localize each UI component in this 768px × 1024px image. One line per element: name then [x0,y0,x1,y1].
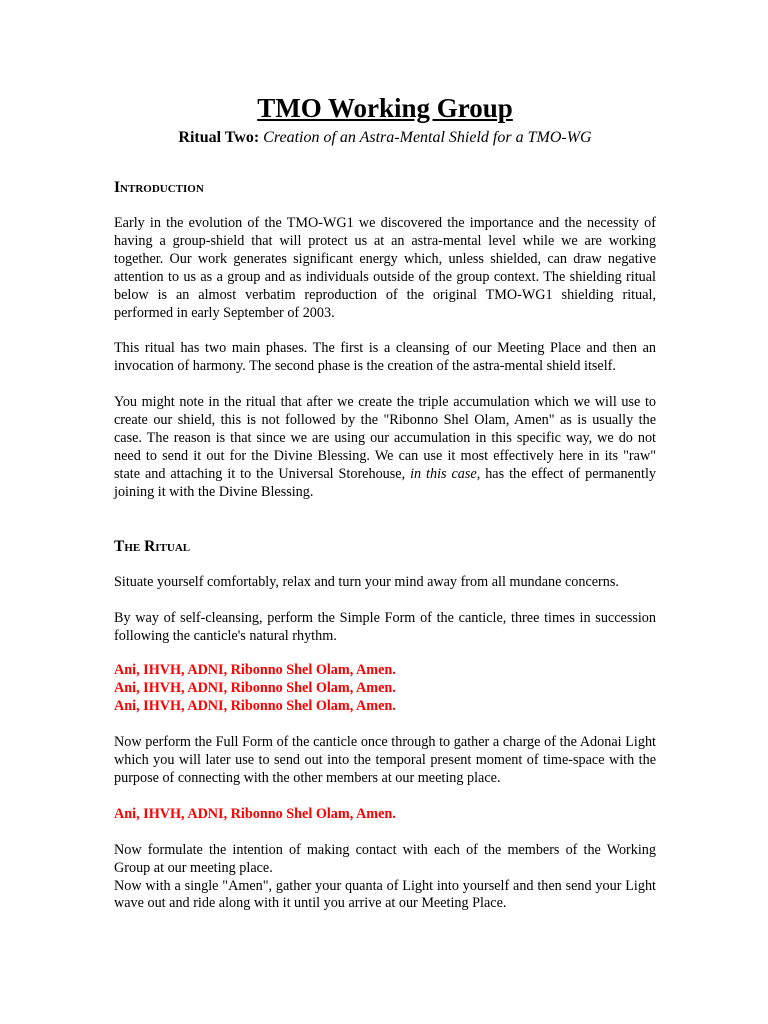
intro-paragraph-2: This ritual has two main phases. The first is a cleansing of our Meeting Place and then an invocation of harmony. The second phase is the creation of the astra-mental shield itself. [114,340,656,375]
ritual-paragraph-2: By way of self-cleansing, perform the Simple Form of the canticle, three times in succession following the canticle's natural rhythm. [114,609,656,644]
intro-paragraph-3-emphasis: in this case [410,465,477,482]
canticle-line-4: Ani, IHVH, ADNI, Ribonno Shel Olam, Amen. [114,805,396,822]
intro-paragraph-3-part-b: , has the effect of permanently joining it with the Divine Blessing. [114,465,657,500]
section-heading-introduction: Introduction [114,179,204,196]
subtitle-rest: Creation of an Astra-Mental Shield for a TMO-WG [263,129,592,146]
intro-paragraph-3 [114,394,656,501]
canticle-line-1: Ani, IHVH, ADNI, Ribonno Shel Olam, Amen. [114,662,396,679]
ritual-paragraph-5: Now with a single "Amen", gather your quanta of Light into yourself and then send your Light wave out and ride along with it until you arrive at our Meeting Place. [114,877,656,912]
canticle-line-2: Ani, IHVH, ADNI, Ribonno Shel Olam, Amen. [114,680,396,697]
subtitle-lead: Ritual Two: [178,129,260,146]
section-heading-ritual: The Ritual [114,537,191,555]
ritual-paragraph-4: Now formulate the intention of making contact with each of the members of the Working Group at our meeting place. [114,841,656,876]
ritual-paragraph-3: Now perform the Full Form of the canticle once through to gather a charge of the Adonai Light which you will later use to send out into the temporal present moment of time-space with the purpose of connecting with the other members at our meeting place. [114,734,656,786]
canticle-line-3: Ani, IHVH, ADNI, Ribonno Shel Olam, Amen. [114,698,396,715]
ritual-paragraph-1: Situate yourself comfortably, relax and turn your mind away from all mundane concerns. [114,573,619,590]
document-title: TMO Working Group [257,93,513,123]
intro-paragraph-1: Early in the evolution of the TMO-WG1 we discovered the importance and the necessity of having a group-shield that will protect us at an astra-mental level while we are working together. Our work generates significant energy which, unless shielded, can draw negative attention to us as a group and as individuals outside of the group context. The shielding ritual below is an almost verbatim reproduction of the original TMO-WG1 shielding ritual, performed in early September of 2003. [114,215,656,321]
document-page [114,92,656,913]
intro-paragraph-3-part-a: You might note in the ritual that after we create the triple accumulation which we will use to create our shield, this is not followed by the "Ribonno Shel Olam, Amen" as is usually the case. The reason is that since we are using our accumulation in this specific way, we do not need to send it out for the Divine Blessing. We can use it most effectively here in its "raw" state and attaching it to the Universal Storehouse, [114,394,656,482]
document-subtitle [114,127,656,148]
